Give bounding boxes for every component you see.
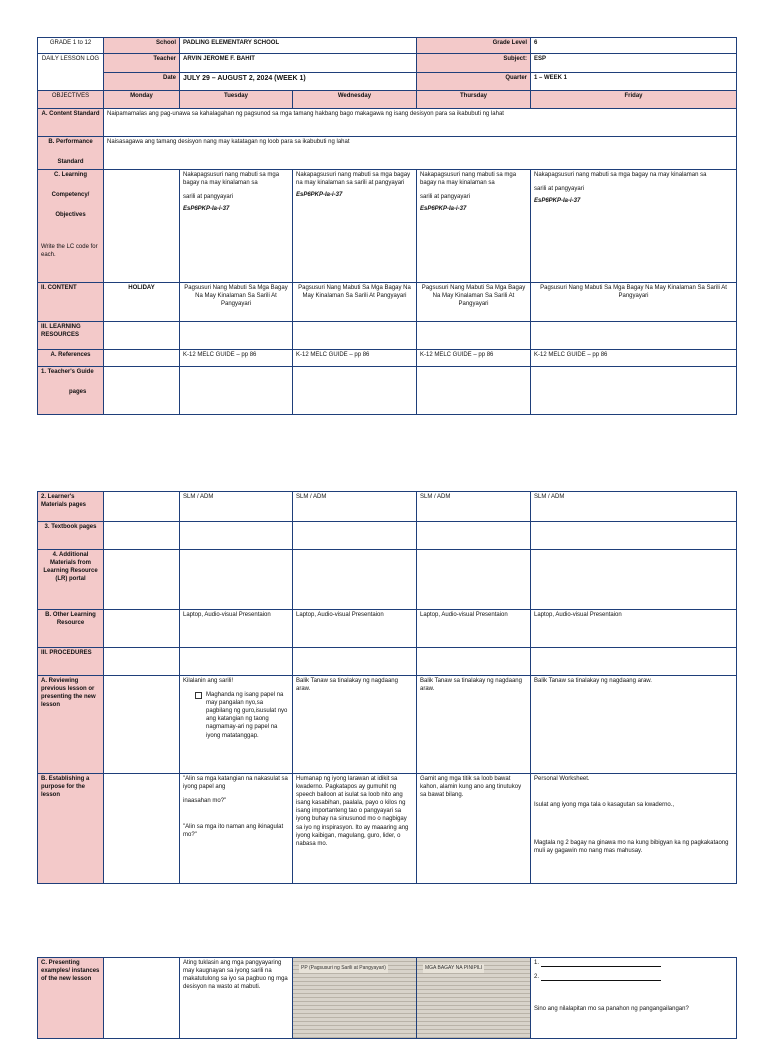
checkbox-icon [195, 692, 202, 699]
performance-standard-text: Naisasagawa ang tamang desisyon nang may katatagan ng loob para sa ikabubuti ng lahat [104, 137, 737, 170]
reviewing-wednesday: Balik Tanaw sa tinalakay ng nagdaang araw. [293, 676, 417, 774]
teacher-label: Teacher [104, 54, 180, 73]
school-value: PADLING ELEMENTARY SCHOOL [180, 38, 417, 54]
lc-code: EsP6PKP-Ia-i-37 [183, 206, 230, 213]
establishing-tue-3: "Alin sa mga ito naman ang ikinagulat mo?" [183, 824, 284, 839]
lm-tuesday: SLM / ADM [180, 492, 293, 522]
presenting-tuesday: Ating tuklasin ang mga pangyayaring may kaugnayan sa iyong sarili na makatutulong sa iyo sa pagbuo ng mga desisyon na wasto at mabuti. [180, 958, 293, 1039]
subject-value: ESP [531, 54, 737, 73]
competency-tue-text-2: sarili at pangyayari [183, 194, 234, 201]
textbook-label: 3. Textbook pages [38, 522, 104, 550]
presenting-fri-question: Sino ang nilalapitan mo sa panahon ng pangangailangan? [534, 1006, 689, 1013]
teachers-guide-label [38, 367, 104, 415]
lesson-log-resources-table [37, 491, 737, 884]
other-tuesday: Laptop, Audio-visual Presentaion [180, 610, 293, 648]
lm-thursday: SLM / ADM [417, 492, 531, 522]
worksheet-image-wednesday [293, 958, 417, 1039]
performance-label-1: B. Performance [48, 139, 93, 145]
worksheet-caption-thu: MGA BAGAY NA PINIPILI [425, 965, 483, 971]
grade-level-value: 6 [531, 38, 737, 54]
learners-materials-label: 2. Learner's Materials pages [38, 492, 104, 522]
competency-thu-text-2: sarili at pangyayari [420, 194, 471, 201]
day-friday: Friday [531, 91, 737, 109]
worksheet-caption-wed: PP (Pagsusuri ng Sarili at Pangyayari) [301, 965, 386, 971]
day-monday: Monday [104, 91, 180, 109]
presenting-friday [531, 958, 737, 1039]
other-wednesday: Laptop, Audio-visual Presentaion [293, 610, 417, 648]
establishing-tue-1: "Alin sa mga katangian na nakasulat sa iyong papel ang [183, 776, 288, 791]
competency-wednesday [293, 170, 417, 283]
reviewing-tue-title: Kilalanin ang sarili! [183, 678, 234, 684]
competency-label-4: Write the LC code for each. [41, 244, 98, 259]
procedures-label: III. PROCEDURES [38, 648, 104, 676]
lc-code: EsP6PKP-Ia-i-37 [296, 192, 343, 199]
date-value: JULY 29 – AUGUST 2, 2024 (WEEK 1) [180, 73, 417, 91]
lesson-log-header-table [37, 37, 737, 415]
objectives-header: OBJECTIVES [38, 91, 104, 109]
subject-label: Subject: [417, 54, 531, 73]
learning-resources-label: III. LEARNING RESOURCES [38, 322, 104, 350]
establishing-fri-2: Isulat ang iyong mga tala o kasagutan sa kwaderno., [534, 802, 675, 809]
competency-label-1: C. Learning [53, 172, 87, 178]
competency-wed-text: Nakapagsusuri nang mabuti sa mga bagay na may kinalaman sa sarili at pangyayari [296, 172, 411, 187]
lesson-log-procedures-table [37, 957, 737, 1039]
other-resource-label: B. Other Learning Resource [38, 610, 104, 648]
competency-friday [531, 170, 737, 283]
establishing-wednesday: Humanap ng iyong larawan at idikit sa kwaderno. Pagkatapos ay gumuhit ng speech balloon at isulat sa loob nito ang isang kasabihan, paalala, payo o kilos ng isang importanteng tao o pangyayari sa iyong buhay na sinusunod mo o nagbigay sa iyo ng inspirasyon. Ito ay maaaring ang iyong kaibigan, magulang, guro, lider, o nabasa mo. [293, 774, 417, 884]
reviewing-friday: Balik Tanaw sa tinalakay ng nagdaang araw. [531, 676, 737, 774]
grade-level-label: Grade Level [417, 38, 531, 54]
reviewing-thursday: Balik Tanaw sa tinalakay ng nagdaang araw. [417, 676, 531, 774]
establishing-thursday: Gamit ang mga titik sa loob bawat kahon, alamin kung ano ang tinutukoy sa bawat bilang. [417, 774, 531, 884]
content-wednesday: Pagsusuri Nang Mabuti Sa Mga Bagay Na May Kinalaman Sa Sarili At Pangyayari [293, 283, 417, 322]
performance-label-2: Standard [57, 159, 84, 166]
establishing-tuesday [180, 774, 293, 884]
answer-line-1-number: 1. [534, 960, 540, 966]
answer-line-2-number: 2. [534, 974, 540, 981]
teacher-value: ARVIN JEROME F. BAHIT [180, 54, 417, 73]
lc-code: EsP6PKP-Ia-i-37 [534, 198, 581, 205]
references-tuesday: K-12 MELC GUIDE – pp 86 [180, 350, 293, 367]
teachers-guide-label-2: pages [69, 389, 87, 396]
establishing-fri-1: Personal Worksheet. [534, 776, 590, 782]
competency-thursday [417, 170, 531, 283]
worksheet-image-thursday [417, 958, 531, 1039]
log-title: DAILY LESSON LOG [38, 54, 104, 91]
competency-fri-text-2: sarili at pangyayari [534, 186, 585, 193]
additional-materials-label: 4. Additional Materials from Learning Resource (LR) portal [38, 550, 104, 610]
competency-fri-text: Nakapagsusuri nang mabuti sa mga bagay na may kinalaman sa [534, 172, 707, 178]
content-standard-text: Naipamamalas ang pag-unawa sa kahalagahan ng pagsunod sa mga tamang hakbang bago makagawa ng isang desisyon para sa ikabubuti ng lahat [104, 109, 737, 137]
references-label: A. References [38, 350, 104, 367]
establishing-tue-2: inaasahan mo?" [183, 798, 227, 805]
establishing-friday [531, 774, 737, 884]
competency-label-3: Objectives [55, 212, 86, 219]
grade-label: GRADE 1 to 12 [38, 38, 104, 54]
establishing-label: B. Establishing a purpose for the lesson [38, 774, 104, 884]
quarter-value: 1 – WEEK 1 [531, 73, 737, 91]
content-monday: HOLIDAY [104, 283, 180, 322]
date-label: Date [104, 73, 180, 91]
establishing-fri-3: Magtala ng 2 bagay na ginawa mo na kung bibigyan ka ng pagkakataong muli ay gagawin mo nang mas mahusay. [534, 840, 729, 855]
other-friday: Laptop, Audio-visual Presentaion [531, 610, 737, 648]
competency-thu-text: Nakapagsusuri nang mabuti sa mga bagay na may kinalaman sa [420, 172, 517, 187]
references-thursday: K-12 MELC GUIDE – pp 86 [417, 350, 531, 367]
reviewing-tue-item: Maghanda ng isang papel na may pangalan nyo,sa pagbilang ng guro,isusulat nyo ang katangian ng taong nagmamay-ari ng papel na iyong matatanggap. [206, 692, 288, 739]
references-friday: K-12 MELC GUIDE – pp 86 [531, 350, 737, 367]
day-wednesday: Wednesday [293, 91, 417, 109]
content-tuesday: Pagsusuri Nang Mabuti Sa Mga Bagay Na May Kinalaman Sa Sarili At Pangyayari [180, 283, 293, 322]
competency-label [38, 170, 104, 283]
competency-tue-text: Nakapagsusuri nang mabuti sa mga bagay na may kinalaman sa [183, 172, 280, 187]
presenting-label: C. Presenting examples/ instances of the new lesson [38, 958, 104, 1039]
answer-line-1 [541, 966, 661, 967]
reviewing-label: A. Reviewing previous lesson or presenting the new lesson [38, 676, 104, 774]
quarter-label: Quarter [417, 73, 531, 91]
day-thursday: Thursday [417, 91, 531, 109]
performance-standard-label [38, 137, 104, 170]
competency-monday [104, 170, 180, 283]
content-thursday: Pagsusuri Nang Mabuti Sa Mga Bagay Na May Kinalaman Sa Sarili At Pangyayari [417, 283, 531, 322]
lm-wednesday: SLM / ADM [293, 492, 417, 522]
content-label: II. CONTENT [38, 283, 104, 322]
lm-friday: SLM / ADM [531, 492, 737, 522]
content-friday: Pagsusuri Nang Mabuti Sa Mga Bagay Na May Kinalaman Sa Sarili At Pangyayari [531, 283, 737, 322]
competency-tuesday [180, 170, 293, 283]
other-thursday: Laptop, Audio-visual Presentaion [417, 610, 531, 648]
school-label: School [104, 38, 180, 54]
competency-label-2: Competency/ [51, 192, 90, 199]
content-standard-label: A. Content Standard [38, 109, 104, 137]
day-tuesday: Tuesday [180, 91, 293, 109]
teachers-guide-label-1: 1. Teacher's Guide [41, 369, 94, 375]
references-wednesday: K-12 MELC GUIDE – pp 86 [293, 350, 417, 367]
answer-line-2 [541, 980, 661, 981]
reviewing-tuesday [180, 676, 293, 774]
lc-code: EsP6PKP-Ia-i-37 [420, 206, 467, 213]
